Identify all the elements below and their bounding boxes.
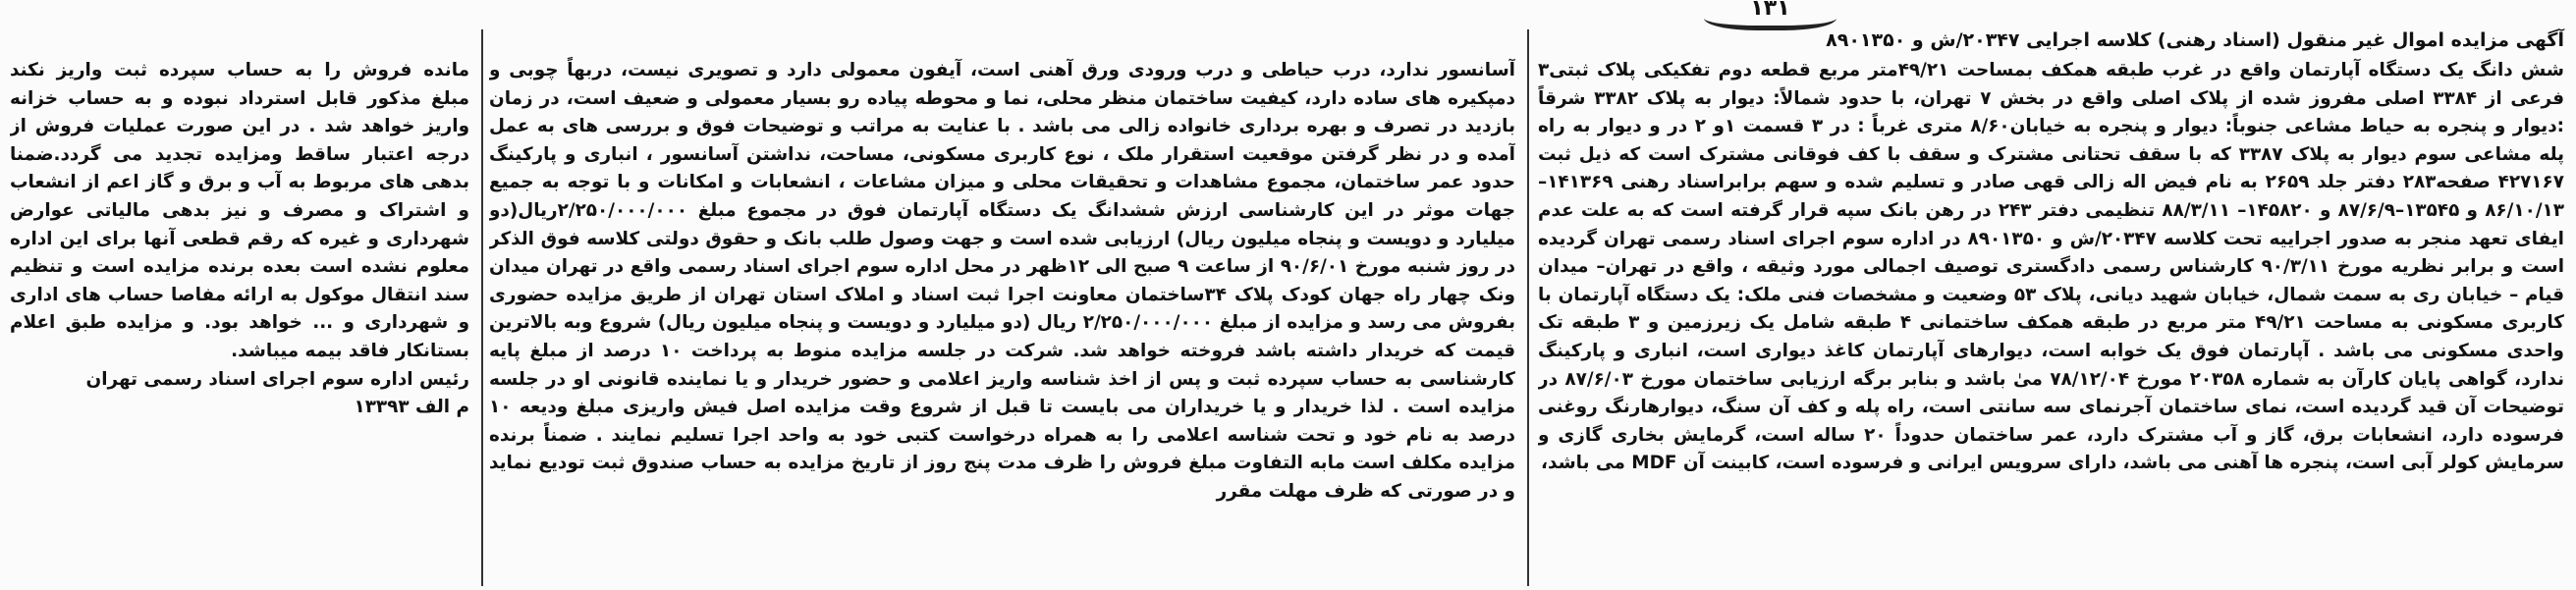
notice-title: آگهی مزایده اموال غیر منقول (اسناد رهنی) کلاسه اجرایی ۲۰۳۴۷/ش و ۸۹۰۱۳۵۰: [1826, 29, 2564, 51]
column-3-text: مانده فروش را به حساب سپرده ثبت واریز نکند مبلغ مذکور قابل استرداد نبوده و به حساب خزانه واریز خواهد شد . در این صورت عملیات فروش از درجه اعتبار ساقط ومزایده تجدید می گردد.ضمنا بدهی های مربوط به آب و برق و گاز اعم از انشعاب و اشتراک و مصرف و نیز بدهی مالیاتی عوارض شهرداری و غیره که رقم قطعی آنها برای این اداره معلوم نشده است بعده برنده مزایده است و تنظیم سند انتقال موکول به ارائه مفاصا حساب های اداری و شهرداری و ... خواهد بود. و مزایده طبق اعلام بستانکار فاقد بیمه میباشد.: [10, 60, 469, 361]
signature-reference: م الف ۱۳۳۹۳: [354, 397, 469, 418]
column-2-text: آسانسور ندارد، درب حیاطی و درب ورودی ورق آهنی است، آیفون معمولی دارد و تصویری نیست، دربهاً چوبی و دمپکیره های ساده دارد، کیفیت ساختمان منظر محلی، نما و محوطه پیاده رو بسیار معمولی و ضعیف است، در زمان بازدید در تصرف و بهره برداری خانواده زالی می باشد . با عنایت به مراتب و توضیحات فوق و بررسی های به عمل آمده و در نظر گرفتن موقعیت استقرار ملک ، نوع کاربری مسکونی، مساحت، نداشتن آسانسور ، انباری و پارکینگ حدود عمر ساختمان، مجموع مشاهدات و تحقیقات محلی و میزان مشاعات ، انشعابات و امکانات و با توجه به جمیع جهات موثر در این کارشناسی ارزش ششدانگ یک دستگاه آپارتمان فوق در مجموع مبلغ ۲/۲۵۰/۰۰۰/۰۰۰ریال(دو میلیارد و دویست و پنجاه میلیون ریال) ارزیابی شده است و جهت وصول طلب بانک و حقوق دولتی کلاسه فوق الذکر در روز شنبه مورخ ۹۰/۶/۰۱ از ساعت ۹ صبح الی ۱۲ظهر در محل اداره سوم اجرای اسناد رسمی واقع در تهران میدان ونک چهار راه جهان کودک پلاک ۳۴ساختمان معاونت اجرا ثبت اسناد و املاک استان تهران از طریق مزایده حضوری بفروش می رسد و مزایده از مبلغ ۲/۲۵۰/۰۰۰/۰۰۰ ریال (دو میلیارد و دویست و پنجاه میلیون ریال) شروع وبه بالاترین قیمت که خریدار داشته باشد فروخته خواهد شد. شرکت در جلسه مزایده منوط به پرداخت ۱۰ درصد از مبلغ پایه کارشناسی به حساب سپرده ثبت و پس از اخذ شناسه واریز اعلامی و حضور خریدار و یا نماینده قانونی او در جلسه مزایده است . لذا خریدار و یا خریداران می بایست تا قبل از شروع وقت مزایده اصل فیش واریزی مبلغ ودیعه ۱۰ درصد به نام خود و تحت شناسه اعلامی را به همراه درخواست کتبی خود به واحد اجرا تسلیم نمایند . ضمناً برنده مزایده مکلف است مابه التفاوت مبلغ فروش را ظرف مدت پنج روز از تاریخ مزایده به حساب صندوق ثبت تودیع نماید و در صورتی که ظرف مهلت مقرر: [489, 60, 1515, 502]
page-corner-mark: ۱۳۱: [1704, 0, 1836, 30]
column-1-text: شش دانگ یک دستگاه آپارتمان واقع در غرب طبقه همکف بمساحت ۴۹/۲۱متر مربع قطعه دوم تفکیکی پلاک ثبتی۳ فرعی از ۳۳۸۴ اصلی مفروز شده از پلاک اصلی واقع در بخش ۷ تهران، با حدود شمالاً: دیوار به پلاک ۳۳۸۲ شرقاً :دیوار و پنجره به حیاط مشاعی جنوباً: دیوار و پنجره به خیابان۸/۶۰ متری غرباً : در ۳ قسمت ۱و ۲ در و دیوار به راه پله مشاعی سوم دیوار به پلاک ۳۳۸۷ که با سقف تحتانی مشترک و سقف با کف فوقانی مشترک است که ذیل ثبت ۴۲۷۱۶۷ صفحه۲۸۳ دفتر جلد ۲۶۵۹ به نام فیض اله زالی قهی صادر و تسلیم شده و سهم برابراسناد رهنی ۱۴۱۳۶۹–۸۶/۱۰/۱۳ و ۱۳۵۴۵–۸۷/۶/۹ و ۱۴۵۸۲۰– ۸۸/۳/۱۱ تنظیمی دفتر ۲۴۳ در رهن بانک سپه قرار گرفته است که به علت عدم ایفای تعهد منجر به صدور اجراییه تحت کلاسه ۲۰۳۴۷/ش و ۸۹۰۱۳۵۰ در اداره سوم اجرای اسناد رسمی تهران گردیده است و برابر نظریه مورخ ۹۰/۳/۱۱ کارشناس رسمی دادگستری توصیف اجمالی مورد وثیقه ، واقع در تهران– میدان قیام – خیابان ری به سمت شمال، خیابان شهید دیانی، پلاک ۵۳ وضعیت و مشخصات فنی ملک: یک دستگاه آپارتمان با کاربری مسکونی به مساحت ۴۹/۲۱ متر مربع در طبقه همکف ساختمانی ۴ طبقه شامل یک زیرزمین و ۳ طبقه تک واحدی مسکونی می باشد . آپارتمان فوق یک خوابه است، دیوارهای آپارتمان کاغذ دیواری است، انباری و پارکینگ ندارد، گواهی پایان کارآن به شماره ۲۰۳۵۸ مورخ ۷۸/۱۲/۰۴ میٰ باشد و بنابر برگه ارزیابی ساختمان مورخ ۸۷/۶/۰۳ در توضیحات آن قید گردیده است، نمای ساختمان آجرنمای سه سانتی است، راه پله و کف آن سنگ، دیوارهارنگ روغنی فرسوده دارد، انشعابات برق، گاز و آب مشترک دارد، عمر ساختمان حدوداً ۲۰ ساله است، گرمایش بخاری گازی و سرمایش کولر آبی است، پنجره ها آهنی می باشد، دارای سرویس ایرانی و فرسوده است، کابینت آن MDF می باشد،: [1538, 60, 2564, 474]
notice-column-2: [489, 57, 1515, 587]
column-divider: [481, 29, 483, 586]
notice-column-3: [10, 57, 469, 469]
column-divider: [1527, 29, 1529, 586]
notice-column-1: [1538, 57, 2564, 587]
signature-title: رئیس اداره سوم اجرای اسناد رسمی تهران: [85, 368, 469, 390]
